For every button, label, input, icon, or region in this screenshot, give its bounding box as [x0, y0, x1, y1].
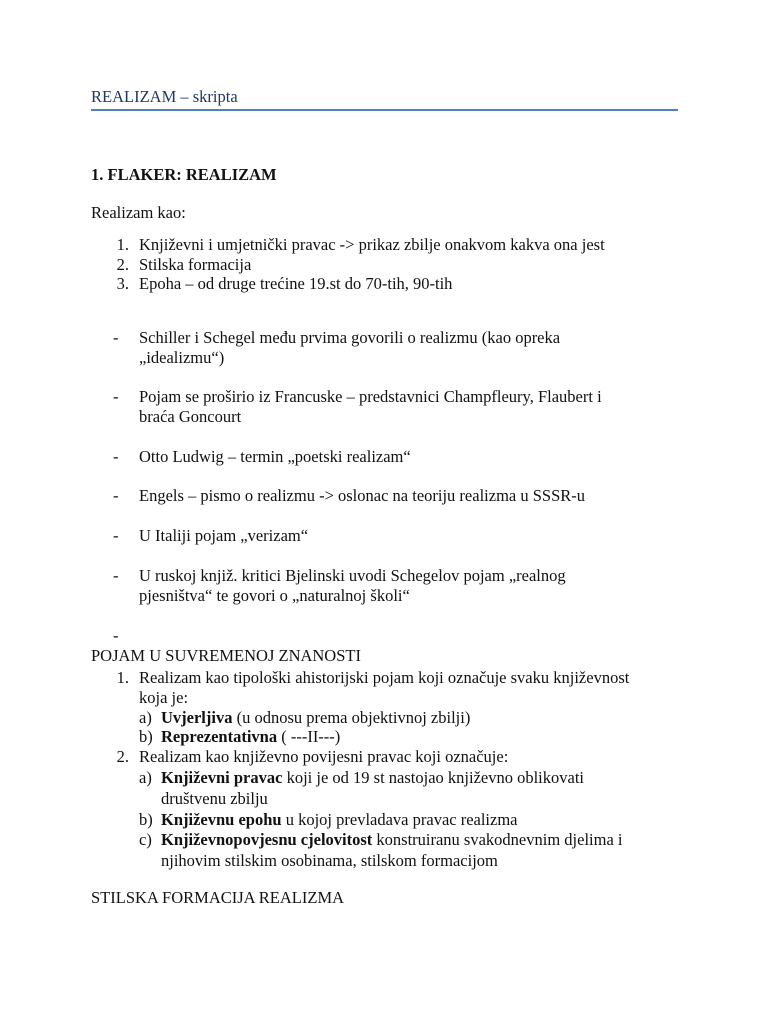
section-heading-flaker: 1. FLAKER: REALIZAM — [91, 165, 277, 184]
document-title: REALIZAM – skripta — [91, 87, 238, 106]
section-heading-stilska: STILSKA FORMACIJA REALIZMA — [91, 888, 345, 907]
section-heading-pojam: POJAM U SUVREMENOJ ZNANOSTI — [91, 646, 361, 665]
title-underline — [91, 109, 678, 111]
document-page: REALIZAM – skripta 1. FLAKER: REALIZAM Realizam kao: 1. Književni i umjetnički pravac -> prikaz zbilje onakvom kakva ona jest 2. Stilska formacija 3. Epoha – od druge trećine 19.st do 70-tih, 90-tih - Schiller i Schegel među prvima govorili o realizmu (kao opreka „idealizmu“) - Pojam se proširio iz Francuske – predstavnici Champfleury, Flaubert i braća Goncourt - Otto Ludwig – termin „poetski realizam“ - Engels – pismo o realizmu -> oslonac na teoriju realizma u SSSR-u - U Italiji pojam „verizam“ - U ruskoj knjiž. kritici Bjelinski uvodi Schegelov pojam „realnog pjesništva“ te govori o „naturalnoj školi“ - POJAM U SUVREMENOJ ZNANOSTI 1. Realizam kao tipološki ahistorijski pojam koji označuje svaku književnost koja je: a) Uvjerljiva (u odnosu prema objektivnoj zbilji) b) Reprezentativna ( ---II---) 2. Realizam kao književno povijesni pravac koji označuje: a) Književni pravac koji je od 19 st nastojao književno oblikovati društvenu zbilju b) Književnu epohu u kojoj prevladava pravac realizma c) Književnopovjesnu cjelovitost konstruiranu svakodnevnim djelima i njihovim stilskim osobinama, stilskom formacijom STILSKA FORMACIJA REALIZMA — [0, 0, 768, 1024]
intro-text: Realizam kao: — [91, 203, 186, 222]
